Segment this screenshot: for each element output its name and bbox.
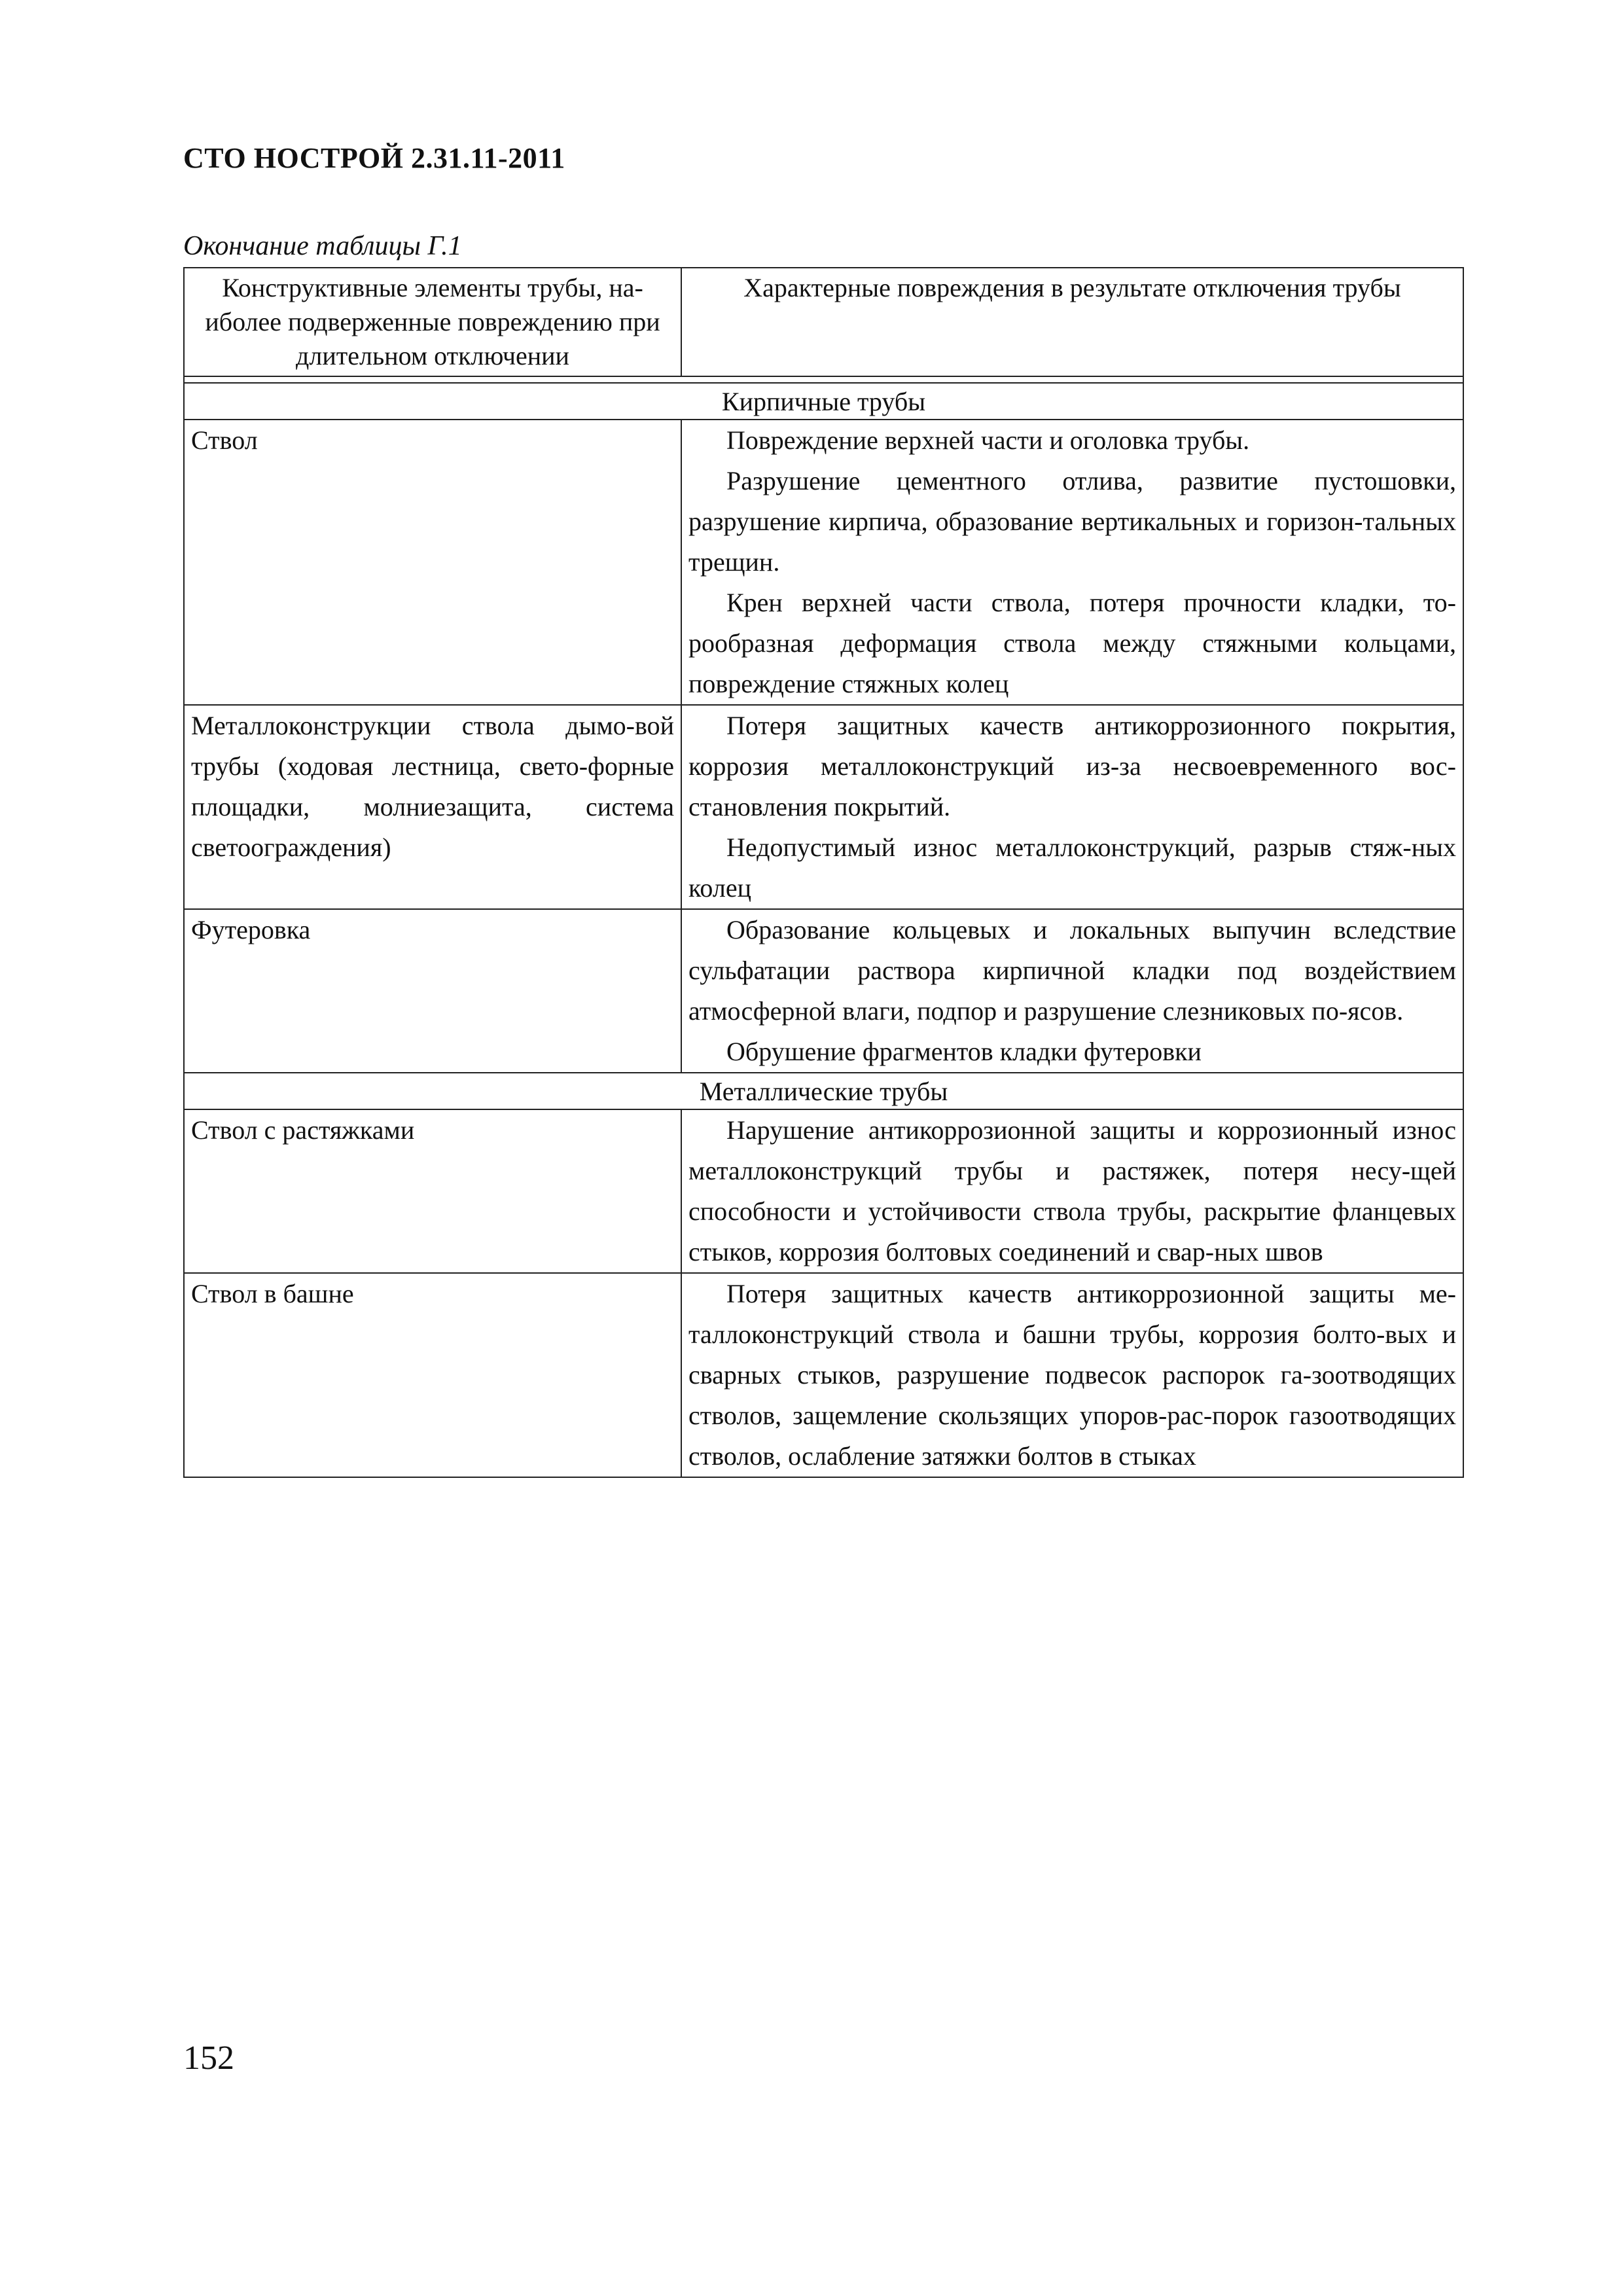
header-separator (184, 376, 1463, 383)
column-header-damages: Характерные повреждения в результате отключения трубы (681, 268, 1463, 376)
column-header-elements: Конструктивные элементы трубы, на-иболее подверженные повреждению при длительном отключении (184, 268, 681, 376)
damage-cell (681, 1109, 1463, 1273)
damage-paragraph: Крен верхней части ствола, потеря прочности кладки, то-рообразная деформация ствола между стяжными кольцами, повреждение стяжных колец (688, 588, 1456, 698)
table-caption: Окончание таблицы Г.1 (183, 231, 462, 261)
element-cell: Металлоконструкции ствола дымо-вой трубы (ходовая лестница, свето-форные площадки, молниезащита, система светоограждения) (184, 705, 681, 909)
table-row (184, 1109, 1463, 1273)
damage-cell (681, 909, 1463, 1073)
element-cell: Ствол в башне (184, 1273, 681, 1477)
table-row (184, 420, 1463, 705)
damage-paragraph: Недопустимый износ металлоконструкций, разрыв стяж-ных колец (688, 833, 1456, 903)
section-title: Металлические трубы (184, 1073, 1463, 1109)
damage-paragraph: Потеря защитных качеств антикоррозионного покрытия, коррозия металлоконструкций из-за несвоевременного вос-становления покрытий. (688, 711, 1456, 821)
table-header-row (184, 268, 1463, 376)
damage-paragraph: Образование кольцевых и локальных выпучин вследствие сульфатации раствора кирпичной кладки под воздействием атмосферной влаги, подпор и разрушение слезниковых по-ясов. (688, 915, 1456, 1026)
damage-cell (681, 1273, 1463, 1477)
element-cell: Ствол с растяжками (184, 1109, 681, 1273)
damage-table (183, 267, 1464, 1478)
damage-paragraph: Обрушение фрагментов кладки футеровки (726, 1037, 1202, 1066)
element-cell: Ствол (184, 420, 681, 705)
section-title: Кирпичные трубы (184, 383, 1463, 420)
table-row (184, 1273, 1463, 1477)
damage-paragraph: Повреждение верхней части и оголовка трубы. (726, 425, 1250, 455)
document-code: СТО НОСТРОЙ 2.31.11-2011 (183, 142, 565, 174)
table-row (184, 909, 1463, 1073)
damage-cell (681, 705, 1463, 909)
table-row (184, 705, 1463, 909)
damage-paragraph: Потеря защитных качеств антикоррозионной защиты ме-таллоконструкций ствола и башни трубы, коррозия болто-вых и сварных стыков, разрушение подвесок распорок га-зоотводящих стволов, защемление скользящих упоров-рас-порок газоотводящих стволов, ослабление затяжки болтов в стыках (688, 1279, 1456, 1471)
damage-cell (681, 420, 1463, 705)
damage-paragraph: Нарушение антикоррозионной защиты и коррозионный износ металлоконструкций трубы и растяжек, потеря несу-щей способности и устойчивости ствола трубы, раскрытие фланцевых стыков, коррозия болтовых соединений и свар-ных швов (688, 1115, 1456, 1266)
section-row-brick (184, 383, 1463, 420)
element-cell: Футеровка (184, 909, 681, 1073)
section-row-metal (184, 1073, 1463, 1109)
damage-paragraph: Разрушение цементного отлива, развитие пустошовки, разрушение кирпича, образование вертикальных и горизон-тальных трещин. (688, 466, 1456, 577)
page-number: 152 (183, 2039, 234, 2077)
